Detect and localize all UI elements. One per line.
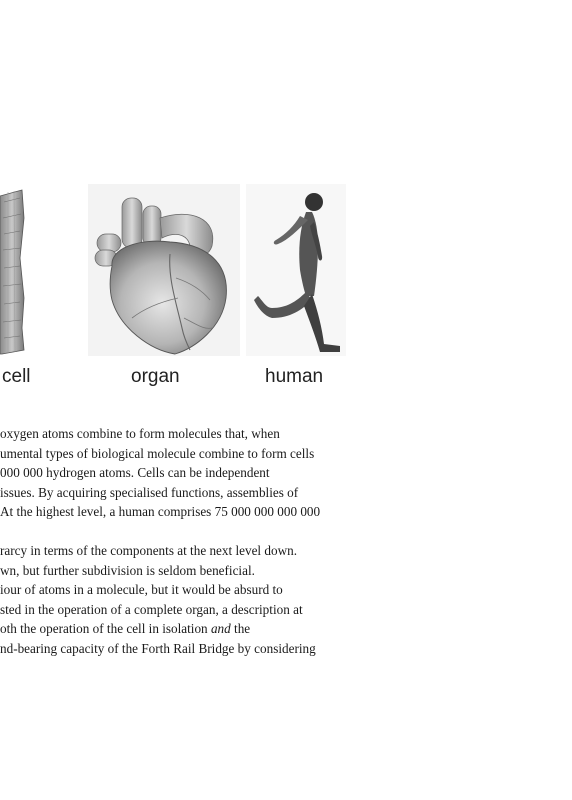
- text-line: umental types of biological molecule combine to form cells: [0, 445, 315, 461]
- text-line: issues. By acquiring specialised functions, assemblies of: [0, 484, 299, 500]
- body-paragraph-1: [0, 424, 360, 522]
- text-line: rarcy in terms of the components at the next level down.: [0, 543, 297, 558]
- runner-illustration: [246, 184, 346, 356]
- text-line: sted in the operation of a complete organ, a description at: [0, 601, 303, 617]
- label-cell: cell: [2, 366, 31, 387]
- cell-illustration: [0, 190, 24, 354]
- levels-figure: [0, 178, 350, 400]
- text-line: oxygen atoms combine to form molecules that, when: [0, 426, 280, 441]
- text-line: nd-bearing capacity of the Forth Rail Bridge by considering: [0, 640, 316, 656]
- label-organ: organ: [131, 366, 180, 387]
- text-line: At the highest level, a human comprises 75 000 000 000 000: [0, 504, 321, 519]
- text-line: wn, but further subdivision is seldom beneficial.: [0, 562, 255, 578]
- body-paragraph-2: [0, 541, 360, 658]
- text-line-with-emphasis: [0, 619, 360, 639]
- text-line: 000 000 hydrogen atoms. Cells can be independent: [0, 465, 270, 480]
- emphasis-and: and: [210, 621, 231, 636]
- label-human: human: [265, 366, 324, 387]
- text-segment: oth the operation of the cell in isolation: [0, 621, 211, 636]
- text-segment: the: [230, 621, 251, 636]
- text-line: iour of atoms in a molecule, but it would be absurd to: [0, 582, 283, 597]
